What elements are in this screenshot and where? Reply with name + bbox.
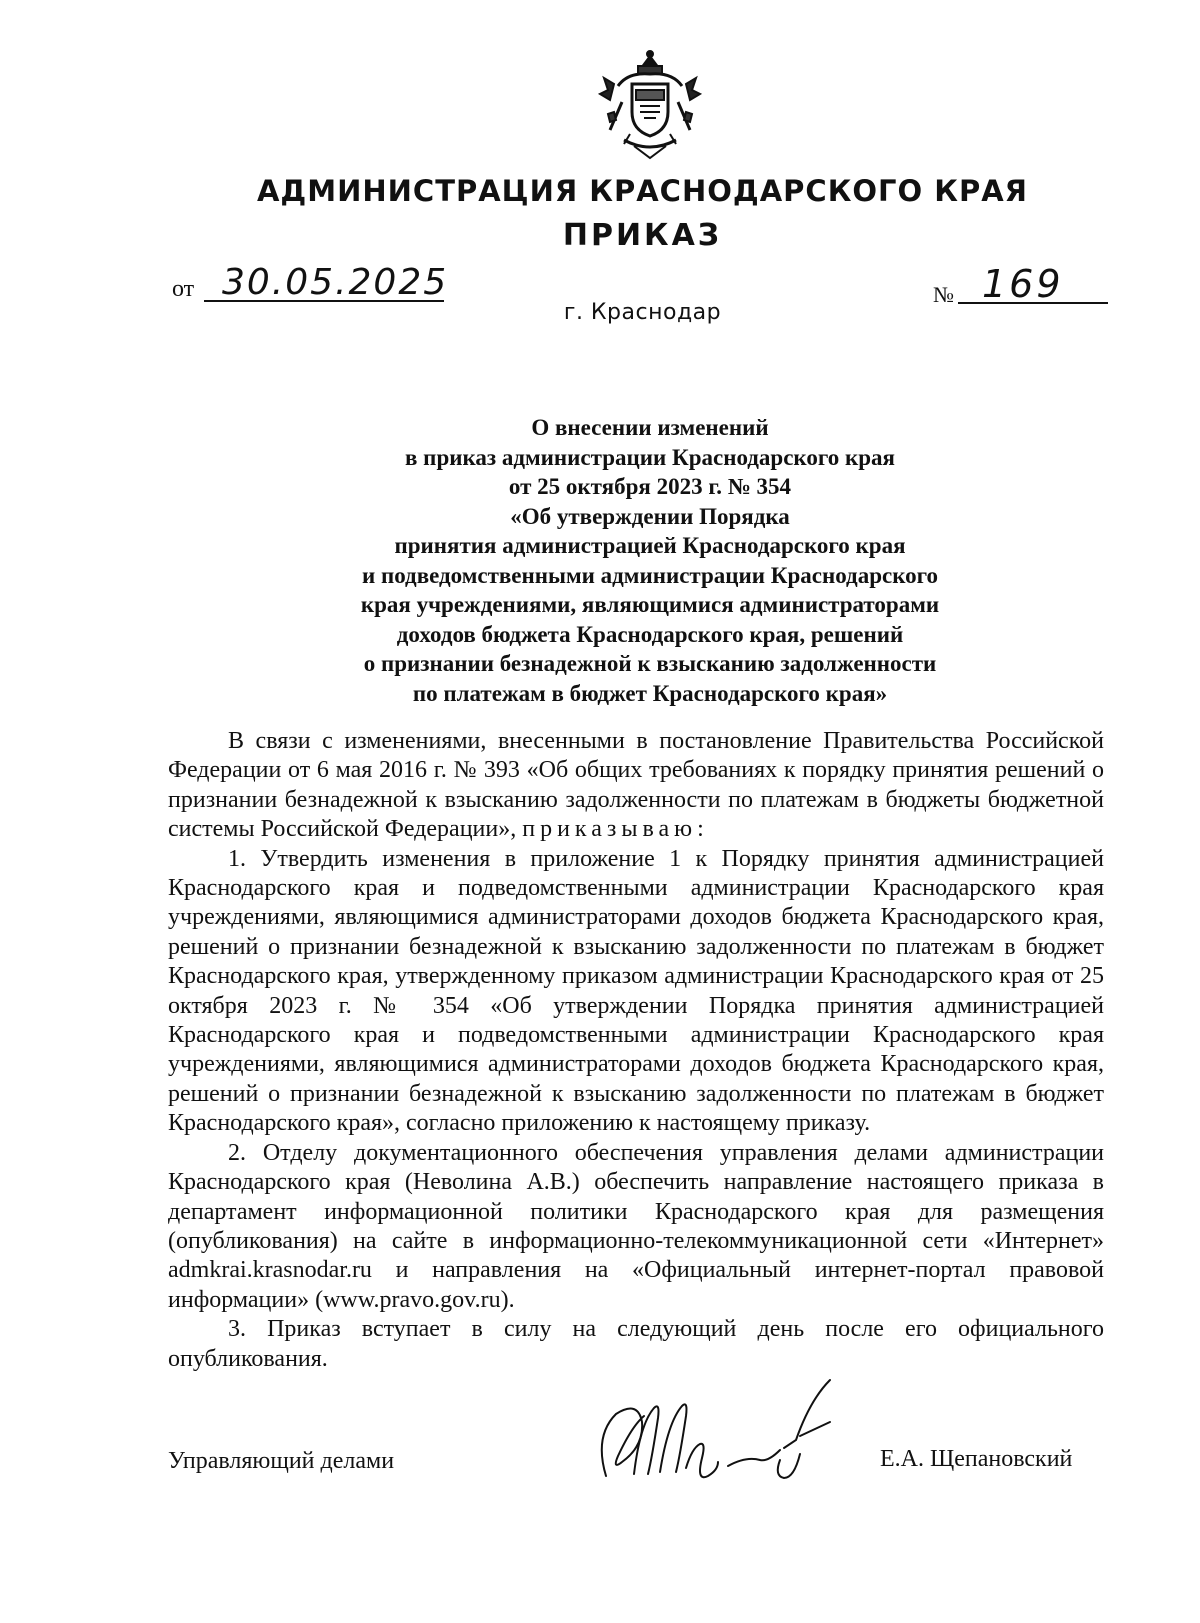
handwritten-signature-icon: [588, 1378, 850, 1498]
coat-of-arms-icon: [594, 50, 706, 162]
title-line: по платежам в бюджет Краснодарского края»: [412, 680, 888, 706]
title-line: от 25 октября 2023 г. № 354: [508, 474, 792, 499]
item-1-paragraph: 1. Утвердить изменения в приложение 1 к Порядку принятия администрацией Краснодарского края и подведомственными администрации Краснодарского края учреждениями, являющимися администраторами доходов бюджета Краснодарского края, решений о признании безнадежной к взысканию задолженности по платежам в бюджет Краснодарского края, утвержденному приказом администрации Краснодарского края от 25 октября 2023 г. № 354 «Об утверждении Порядка принятия администрацией Краснодарского края и подведомственными администрации Краснодарского края учреждениями, являющимися администраторами доходов бюджета Краснодарского края, решений о признании безнадежной к взысканию задолженности по платежам в бюджет Краснодарского края», согласно приложению к настоящему приказу.: [168, 845, 1104, 1137]
number-value: 169: [982, 262, 1064, 306]
title-line: «Об утверждении Порядка: [510, 503, 790, 529]
title-line: о признании безнадежной к взысканию задолженности: [363, 651, 937, 676]
intro-paragraph: [168, 727, 1104, 845]
title-line: О внесении изменений: [531, 415, 769, 440]
document-body: [168, 727, 1104, 1374]
signatory-position: Управляющий делами: [168, 1448, 395, 1474]
title-line: доходов бюджета Краснодарского края, решений: [396, 621, 904, 647]
city: г. Краснодар: [563, 300, 722, 325]
number-label: №: [933, 282, 954, 307]
date-label: от: [172, 276, 195, 302]
title-line: в приказ администрации Краснодарского края: [405, 444, 895, 470]
title-line: края учреждениями, являющимися администраторами: [360, 592, 940, 617]
item-2-paragraph: 2. Отделу документационного обеспечения управления делами администрации Краснодарского края (Неволина А.В.) обеспечить направление настоящего приказа в департамент информационной политики Краснодарского края для размещения (опубликования) на сайте в информационно-телекоммуникационной сети «Интернет» admkrai.krasnodar.ru и направления на «Официальный интернет-портал правовой информации» (www.pravo.gov.ru).: [168, 1139, 1104, 1313]
order-word: приказываю:: [522, 816, 709, 843]
organization-name: АДМИНИСТРАЦИЯ КРАСНОДАРСКОГО КРАЯ: [256, 174, 1029, 208]
title-line: принятия администрацией Краснодарского края: [394, 533, 906, 558]
document-title: [290, 413, 1010, 708]
document-type: ПРИКАЗ: [562, 218, 723, 253]
signatory-name: Е.А. Щепановский: [880, 1446, 1073, 1472]
intro-text: В связи с изменениями, внесенными в постановление Правительства Российской Федерации от 6 мая 2016 г. № 393 «Об общих требованиях к порядку принятия решений о признании безнадежной к взысканию задолженности по платежам в бюджеты бюджетной системы Российской Федерации»,: [168, 728, 1104, 843]
item-3-paragraph: 3. Приказ вступает в силу на следующий день после его официального опубликования.: [168, 1316, 1104, 1372]
title-line: и подведомственными администрации Краснодарского: [361, 562, 939, 588]
date-value: 30.05.2025: [222, 262, 449, 303]
